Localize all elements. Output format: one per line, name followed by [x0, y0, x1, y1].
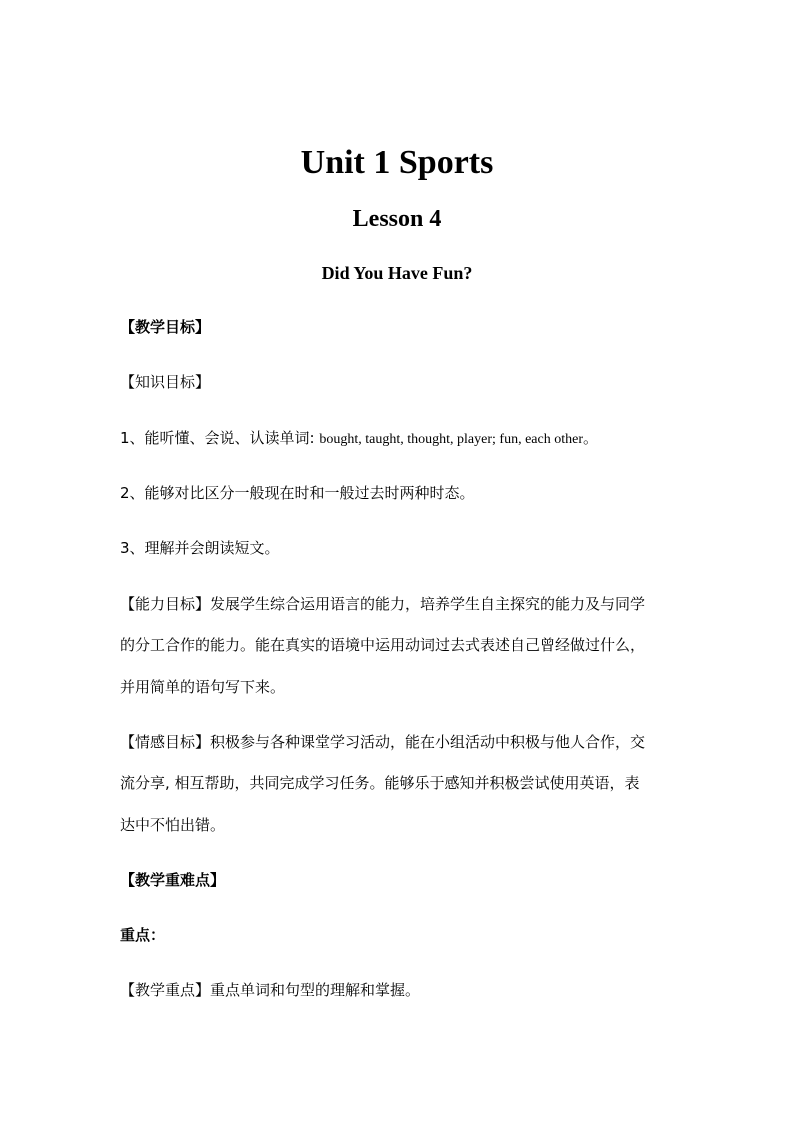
key-points-label: 重点： [120, 926, 166, 944]
knowledge-item-1-prefix: 1、能听懂、会说、认读单词: [120, 429, 320, 447]
document-title: Unit 1 Sports [300, 144, 494, 181]
key-points-text: 【教学重点】重点单词和句型的理解和掌握。 [120, 981, 421, 999]
lesson-subtitle: Did You Have Fun? [321, 263, 473, 283]
emotion-goal-line-2: 流分享, 相互帮助，共同完成学习任务。能够乐于感知并积极尝试使用英语，表 [120, 774, 640, 792]
knowledge-item-3: 3、理解并会朗读短文。 [120, 539, 280, 557]
vocabulary-words: bought, taught, thought, player; fun, each other [319, 432, 583, 447]
emotion-goal-line-3: 达中不怕出错。 [120, 816, 226, 834]
knowledge-item-1 [120, 427, 598, 451]
ability-goal-line-3: 并用简单的语句写下来。 [120, 678, 286, 696]
knowledge-item-1-suffix: 。 [582, 429, 598, 447]
key-difficult-points-heading: 【教学重难点】 [120, 871, 226, 889]
lesson-heading: Lesson 4 [352, 206, 442, 232]
knowledge-item-2: 2、能够对比区分一般现在时和一般过去时两种时态。 [120, 484, 475, 502]
ability-goal-line-1: 【能力目标】发展学生综合运用语言的能力，培养学生自主探究的能力及与同学 [120, 595, 646, 613]
emotion-goal-line-1: 【情感目标】积极参与各种课堂学习活动，能在小组活动中积极与他人合作，交 [120, 733, 646, 751]
ability-goal-line-2: 的分工合作的能力。能在真实的语境中运用动词过去式表述自己曾经做过什么， [120, 636, 646, 654]
knowledge-goals-heading: 【知识目标】 [120, 373, 211, 391]
teaching-goals-heading: 【教学目标】 [120, 318, 211, 336]
